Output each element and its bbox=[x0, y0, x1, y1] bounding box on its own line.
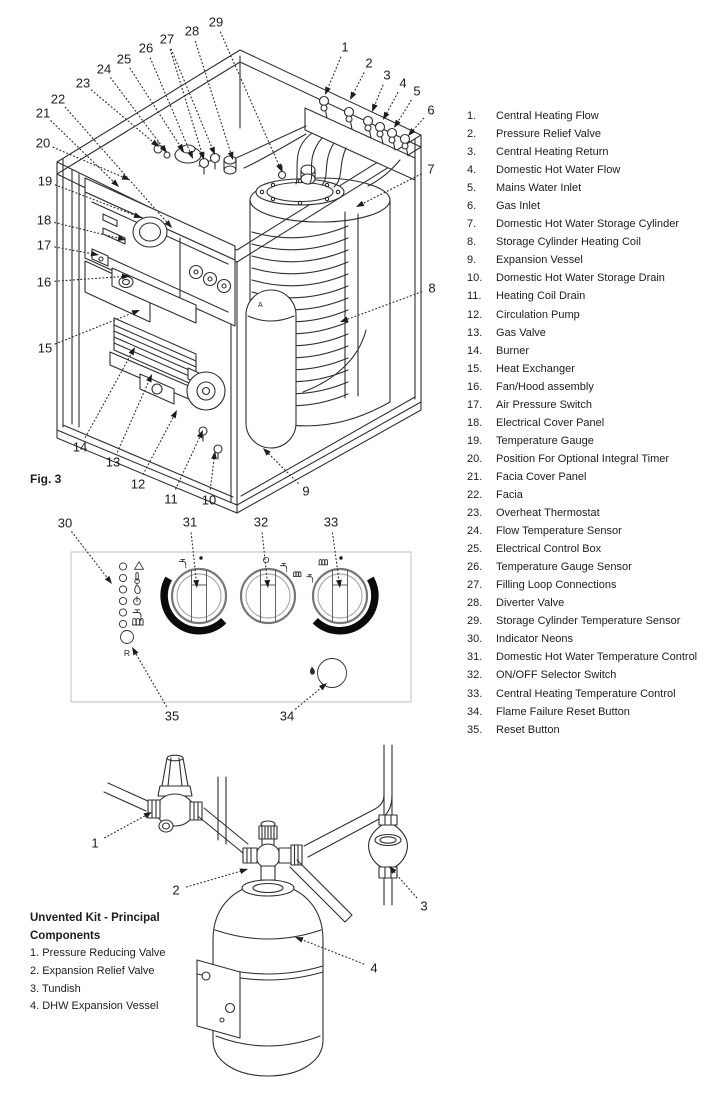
parts-list-item-number: 24. bbox=[467, 525, 483, 538]
leader-line-fig3-3 bbox=[374, 85, 383, 106]
callout-fig3-17: 17 bbox=[36, 237, 52, 253]
leader-arrowhead-fig3-17 bbox=[91, 251, 99, 257]
leader-line-fig3-8 bbox=[346, 292, 422, 320]
leader-line-fig3-1 bbox=[327, 57, 340, 89]
parts-list-item-number: 22. bbox=[467, 489, 483, 501]
parts-list-item-number: 26. bbox=[467, 561, 483, 574]
kit-legend-item: 3. Tundish bbox=[30, 982, 81, 995]
parts-list-item bbox=[467, 287, 723, 305]
leader-line-fig3-4 bbox=[386, 93, 398, 115]
kit-legend-item: 1. Pressure Reducing Valve bbox=[30, 947, 166, 959]
parts-list-item bbox=[467, 233, 723, 251]
parts-list-item-number: 9. bbox=[467, 254, 477, 267]
parts-list-item-number: 21. bbox=[467, 470, 483, 483]
parts-list-item-number: 29. bbox=[467, 615, 483, 628]
leader-arrowhead-fig3-28 bbox=[228, 151, 234, 160]
callout-fig3-5: 5 bbox=[413, 83, 421, 99]
leader-arrowhead-fig3-27 bbox=[199, 152, 205, 160]
leader-line-panel-31 bbox=[191, 533, 196, 582]
leader-arrowhead-fig3-5 bbox=[394, 120, 401, 128]
leader-arrowhead-panel-31 bbox=[193, 580, 199, 588]
parts-list-item bbox=[467, 540, 723, 558]
parts-list-item-number: 27. bbox=[467, 579, 483, 592]
leader-line-fig3-17 bbox=[55, 247, 93, 254]
parts-list-item-label: Electrical Cover Panel bbox=[496, 416, 605, 429]
parts-list-item-number: 35. bbox=[467, 723, 483, 736]
parts-list-item bbox=[467, 594, 723, 612]
parts-list bbox=[467, 107, 723, 739]
parts-list-item-label: Domestic Hot Water Storage Cylinder bbox=[496, 218, 679, 231]
vessel-marking: A bbox=[258, 302, 263, 309]
parts-list-item bbox=[467, 648, 723, 666]
leader-line-fig3-22 bbox=[65, 107, 168, 223]
parts-list-item-label: Circulation Pump bbox=[496, 308, 580, 321]
callout-fig3-29: 29 bbox=[208, 14, 224, 30]
parts-list-item-label: Reset Button bbox=[496, 723, 560, 736]
callout-panel-34: 34 bbox=[279, 708, 295, 724]
leader-arrowhead-kit-2 bbox=[240, 868, 248, 874]
callout-fig3-20: 20 bbox=[35, 135, 51, 151]
parts-list-item-number: 1. bbox=[467, 110, 477, 123]
callout-kit-2: 2 bbox=[172, 882, 180, 898]
parts-list-item-label: Position For Optional Integral Timer bbox=[496, 452, 670, 465]
callout-panel-31: 31 bbox=[182, 514, 198, 530]
callout-fig3-24: 24 bbox=[96, 61, 112, 77]
parts-list-item-label: Domestic Hot Water Temperature Control bbox=[496, 651, 698, 664]
parts-list-item bbox=[467, 432, 723, 450]
leader-line-panel-35 bbox=[135, 652, 166, 706]
parts-list-item bbox=[467, 450, 723, 468]
parts-list-item-label: Burner bbox=[496, 344, 530, 357]
leader-line-fig3-15 bbox=[55, 312, 134, 344]
leader-arrowhead-fig3-27 bbox=[209, 146, 215, 155]
parts-list-item-label: Flame Failure Reset Button bbox=[496, 705, 630, 718]
parts-list-item-label: Filling Loop Connections bbox=[496, 579, 617, 592]
callout-panel-33: 33 bbox=[323, 514, 339, 530]
parts-list-item-number: 16. bbox=[467, 380, 483, 393]
callout-fig3-14: 14 bbox=[72, 439, 88, 455]
parts-list-item bbox=[467, 468, 723, 486]
leader-line-fig3-2 bbox=[353, 73, 364, 95]
leader-arrowhead-fig3-26 bbox=[187, 151, 193, 159]
callout-fig3-10: 10 bbox=[201, 492, 217, 508]
callout-fig3-7: 7 bbox=[427, 161, 435, 177]
leader-line-fig3-19 bbox=[55, 185, 136, 216]
leader-line-fig3-24 bbox=[111, 78, 164, 148]
callout-fig3-6: 6 bbox=[427, 102, 435, 118]
parts-list-item-number: 13. bbox=[467, 326, 483, 339]
parts-list-item-number: 18. bbox=[467, 416, 483, 429]
callout-kit-4: 4 bbox=[370, 960, 378, 976]
leader-arrowhead-panel-35 bbox=[132, 647, 139, 655]
parts-list-item-label: Electrical Control Box bbox=[496, 543, 602, 556]
unvented-kit-title bbox=[30, 909, 166, 945]
parts-list-item-number: 11. bbox=[467, 290, 482, 303]
leader-line-fig3-29 bbox=[220, 32, 279, 166]
leader-line-panel-33 bbox=[332, 533, 339, 582]
parts-list-item bbox=[467, 522, 723, 540]
leader-line-fig3-26 bbox=[150, 58, 190, 153]
leader-line-fig3-25 bbox=[130, 68, 181, 147]
leader-line-fig3-28 bbox=[195, 41, 231, 154]
parts-list-item-label: Gas Inlet bbox=[496, 200, 541, 213]
leader-arrowhead-fig3-24 bbox=[160, 145, 167, 153]
unvented-kit-legend bbox=[30, 909, 166, 1016]
callout-fig3-2: 2 bbox=[365, 55, 373, 71]
parts-list-item-label: Domestic Hot Water Flow bbox=[496, 164, 621, 177]
parts-list-item-number: 10. bbox=[467, 272, 483, 285]
callout-fig3-3: 3 bbox=[383, 67, 391, 83]
callout-fig3-19: 19 bbox=[37, 173, 53, 189]
leader-arrowhead-fig3-2 bbox=[350, 92, 356, 100]
parts-list-item-number: 7. bbox=[467, 218, 477, 231]
parts-list-item bbox=[467, 197, 723, 215]
leader-line-fig3-6 bbox=[412, 118, 424, 131]
callout-fig3-23: 23 bbox=[75, 75, 91, 91]
leader-line-panel-30 bbox=[72, 532, 109, 580]
leader-arrowhead-fig3-3 bbox=[372, 103, 378, 112]
leader-line-fig3-9 bbox=[267, 452, 298, 483]
parts-list-item bbox=[467, 486, 723, 504]
parts-list-item-label: Central Heating Temperature Control bbox=[496, 687, 676, 700]
callout-kit-3: 3 bbox=[420, 898, 428, 914]
leader-arrowhead-fig3-11 bbox=[197, 430, 203, 438]
callout-fig3-28: 28 bbox=[184, 23, 200, 39]
parts-list-item bbox=[467, 269, 723, 287]
leader-line-kit-2 bbox=[187, 871, 243, 887]
leader-arrowhead-fig3-14 bbox=[129, 347, 135, 355]
parts-list-item bbox=[467, 612, 723, 630]
callout-fig3-13: 13 bbox=[105, 454, 121, 470]
parts-list-item bbox=[467, 324, 723, 342]
leader-line-kit-3 bbox=[393, 871, 417, 898]
parts-list-item-number: 8. bbox=[467, 236, 477, 249]
leader-line-kit-1 bbox=[105, 815, 147, 838]
parts-list-item-number: 4. bbox=[467, 164, 477, 177]
callout-fig3-26: 26 bbox=[138, 40, 154, 56]
parts-list-item bbox=[467, 558, 723, 576]
parts-list-item-number: 17. bbox=[467, 398, 483, 411]
leader-line-fig3-13 bbox=[117, 379, 149, 451]
callout-fig3-22: 22 bbox=[50, 91, 66, 107]
callout-fig3-9: 9 bbox=[302, 483, 310, 499]
kit-legend-item: 2. Expansion Relief Valve bbox=[30, 964, 155, 977]
leader-arrowhead-fig3-19 bbox=[133, 212, 142, 218]
parts-list-item bbox=[467, 161, 723, 179]
parts-list-item-number: 14. bbox=[467, 344, 483, 357]
callout-fig3-8: 8 bbox=[428, 280, 436, 296]
leader-line-fig3-18 bbox=[55, 223, 120, 239]
parts-list-item bbox=[467, 721, 723, 739]
parts-list-item bbox=[467, 396, 723, 414]
parts-list-item bbox=[467, 251, 723, 269]
leader-line-kit-4 bbox=[301, 939, 364, 964]
callout-panel-35: 35 bbox=[164, 708, 180, 724]
parts-list-item-number: 34. bbox=[467, 705, 483, 718]
parts-list-item-label: Temperature Gauge Sensor bbox=[496, 561, 632, 574]
parts-list-item bbox=[467, 215, 723, 233]
parts-list-item-label: Mains Water Inlet bbox=[496, 182, 582, 195]
leader-arrowhead-fig3-10 bbox=[211, 451, 217, 459]
leader-line-fig3-5 bbox=[397, 100, 411, 123]
parts-list-item-label: Temperature Gauge bbox=[496, 434, 594, 447]
parts-list-item-number: 30. bbox=[467, 633, 483, 646]
leader-arrowhead-kit-4 bbox=[295, 937, 304, 943]
leader-arrowhead-panel-33 bbox=[336, 580, 342, 588]
parts-list-item bbox=[467, 107, 723, 125]
fig3-caption: Fig. 3 bbox=[30, 472, 62, 486]
parts-list-item-number: 23. bbox=[467, 507, 483, 520]
parts-list-item-label: Central Heating Flow bbox=[496, 110, 599, 123]
leader-arrowhead-fig3-8 bbox=[340, 317, 349, 322]
unvented-kit-title-line2: Components bbox=[30, 930, 101, 942]
leader-arrowhead-panel-30 bbox=[105, 576, 112, 584]
leader-arrowhead-kit-1 bbox=[144, 812, 152, 818]
leader-line-fig3-14 bbox=[85, 352, 132, 437]
callout-fig3-15: 15 bbox=[37, 340, 53, 356]
leader-arrowhead-fig3-7 bbox=[356, 201, 364, 207]
leader-arrowhead-fig3-15 bbox=[131, 310, 140, 316]
parts-list-item-label: Fan/Hood assembly bbox=[496, 380, 594, 393]
parts-list-item-label: Diverter Valve bbox=[496, 597, 565, 610]
parts-list-item-label: Pressure Relief Valve bbox=[496, 128, 601, 141]
leader-arrowhead-fig3-1 bbox=[325, 87, 331, 96]
parts-list-item-number: 19. bbox=[467, 434, 483, 447]
parts-list-item bbox=[467, 360, 723, 378]
parts-list-item bbox=[467, 666, 723, 684]
leader-line-fig3-12 bbox=[143, 415, 174, 474]
parts-list-item-label: Central Heating Return bbox=[496, 146, 609, 159]
parts-list-item bbox=[467, 685, 723, 703]
parts-list-item-number: 6. bbox=[467, 200, 477, 213]
callout-fig3-1: 1 bbox=[341, 39, 349, 55]
callout-fig3-27: 27 bbox=[159, 31, 175, 47]
leader-arrowhead-fig3-16 bbox=[122, 274, 130, 280]
parts-list-item bbox=[467, 306, 723, 324]
unvented-kit-title-line1: Unvented Kit - Principal bbox=[30, 912, 160, 924]
parts-list-item-label: Indicator Neons bbox=[496, 633, 574, 646]
parts-list-item-label: Gas Valve bbox=[496, 326, 546, 339]
parts-list-item bbox=[467, 703, 723, 721]
parts-list-item bbox=[467, 179, 723, 197]
off-position-label: O bbox=[262, 555, 270, 565]
callout-panel-30: 30 bbox=[57, 515, 73, 531]
parts-list-item bbox=[467, 414, 723, 432]
parts-list-item-number: 3. bbox=[467, 146, 477, 159]
callout-fig3-11: 11 bbox=[164, 491, 178, 507]
parts-list-item bbox=[467, 504, 723, 522]
leader-arrowhead-fig3-4 bbox=[383, 112, 389, 120]
parts-list-item-number: 33. bbox=[467, 687, 483, 700]
parts-list-item-label: Facia bbox=[496, 489, 523, 501]
parts-list-item-label: Heating Coil Drain bbox=[496, 290, 586, 303]
parts-list-item bbox=[467, 143, 723, 161]
leader-line-fig3-27 bbox=[170, 50, 202, 155]
parts-list-item-number: 2. bbox=[467, 128, 477, 141]
callout-fig3-12: 12 bbox=[130, 476, 146, 492]
parts-list-item-label: Facia Cover Panel bbox=[496, 470, 587, 483]
leader-arrowhead-fig3-18 bbox=[118, 235, 126, 241]
parts-list-item-number: 5. bbox=[467, 182, 477, 195]
leader-arrowhead-panel-32 bbox=[264, 580, 270, 588]
parts-list-item-label: Heat Exchanger bbox=[496, 362, 575, 375]
callout-fig3-21: 21 bbox=[35, 105, 51, 121]
parts-list-item bbox=[467, 342, 723, 360]
parts-list-item bbox=[467, 576, 723, 594]
parts-list-item-label: Expansion Vessel bbox=[496, 254, 583, 267]
parts-list-item-number: 12. bbox=[467, 308, 483, 321]
kit-legend-item: 4. DHW Expansion Vessel bbox=[30, 1000, 159, 1013]
unvented-kit-items bbox=[30, 945, 166, 1016]
leader-line-fig3-10 bbox=[210, 457, 214, 489]
leader-line-fig3-11 bbox=[176, 435, 201, 489]
callout-kit-1: 1 bbox=[91, 835, 99, 851]
parts-list-item-label: ON/OFF Selector Switch bbox=[496, 669, 617, 682]
parts-list-item-number: 25. bbox=[467, 543, 483, 556]
parts-list-item-label: Storage Cylinder Temperature Sensor bbox=[496, 615, 681, 628]
leader-line-panel-32 bbox=[262, 533, 267, 582]
parts-list-item-label: Air Pressure Switch bbox=[496, 398, 592, 411]
callout-fig3-18: 18 bbox=[36, 212, 52, 228]
leader-arrowhead-fig3-13 bbox=[146, 374, 152, 382]
parts-list-item-label: Domestic Hot Water Storage Drain bbox=[496, 272, 665, 285]
parts-list-item-label: Storage Cylinder Heating Coil bbox=[496, 236, 641, 249]
leader-line-fig3-7 bbox=[361, 174, 421, 204]
parts-list-item-number: 31. bbox=[467, 651, 483, 664]
leader-line-fig3-23 bbox=[91, 90, 154, 143]
callout-fig3-4: 4 bbox=[399, 75, 407, 91]
leader-arrowhead-panel-34 bbox=[319, 683, 327, 690]
leader-arrowhead-fig3-12 bbox=[171, 410, 177, 418]
parts-list-item bbox=[467, 630, 723, 648]
parts-list-item-number: 28. bbox=[467, 597, 483, 610]
leader-line-fig3-16 bbox=[55, 276, 124, 281]
parts-list-item-label: Overheat Thermostat bbox=[496, 507, 600, 520]
leader-arrowhead-fig3-29 bbox=[276, 164, 282, 172]
parts-list-item-number: 15. bbox=[467, 362, 483, 375]
leader-line-panel-34 bbox=[295, 687, 322, 709]
parts-list-item bbox=[467, 378, 723, 396]
parts-list-item-number: 20. bbox=[467, 452, 483, 465]
parts-list-item-label: Flow Temperature Sensor bbox=[496, 525, 622, 538]
leader-arrowhead-fig3-25 bbox=[177, 144, 184, 152]
callout-fig3-16: 16 bbox=[36, 274, 52, 290]
callout-fig3-25: 25 bbox=[116, 51, 132, 67]
parts-list-item-number: 32. bbox=[467, 669, 483, 682]
parts-list-item bbox=[467, 125, 723, 143]
reset-button-label: R bbox=[123, 648, 131, 658]
leader-line-fig3-27 bbox=[171, 49, 213, 149]
callout-panel-32: 32 bbox=[253, 514, 269, 530]
